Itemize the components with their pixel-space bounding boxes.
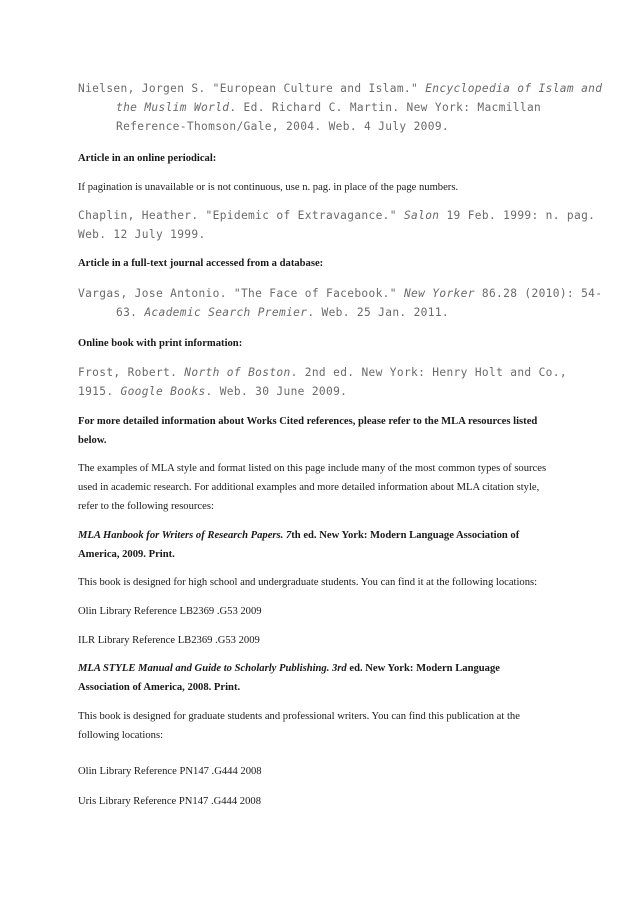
- heading-online-book: Online book with print information:: [78, 338, 243, 349]
- paragraph-line: The examples of MLA style and format listed on this page include many of the most common types of sources: [78, 463, 547, 474]
- citation-text: Frost, Robert.: [78, 366, 185, 379]
- citation-title: Salon: [403, 209, 440, 222]
- citation-text: 86.28 (2010): 54-: [474, 287, 603, 300]
- heading-online-periodical: Article in an online periodical:: [78, 153, 217, 164]
- citation-line: Web. 12 July 1999.: [78, 228, 206, 241]
- citation-text: . 2nd ed. New York: Henry Holt and Co.,: [290, 366, 567, 379]
- citation-title: the Muslim World: [116, 101, 230, 114]
- resource-line: [78, 659, 568, 678]
- resource-text: th ed. New York: Modern Language Association of: [291, 530, 520, 541]
- resource-line: [78, 526, 568, 545]
- citation-text: 63.: [116, 306, 145, 319]
- citation-line: [78, 206, 596, 225]
- citation-text: Chaplin, Heather. "Epidemic of Extravagance.": [78, 209, 404, 222]
- handbook-description: This book is designed for high school and undergraduate students. You can find it at the following locations:: [78, 577, 538, 588]
- citation-line: [78, 79, 603, 98]
- citation-line: [78, 284, 603, 303]
- heading-fulltext-database: Article in a full-text journal accessed from a database:: [78, 258, 324, 269]
- citation-title: Google Books: [120, 385, 206, 398]
- note-pagination: If pagination is unavailable or is not continuous, use n. pag. in place of the page numbers.: [78, 182, 459, 193]
- resource-mla-handbook: [78, 526, 568, 564]
- handbook-location-olin: Olin Library Reference LB2369 .G53 2009: [78, 606, 262, 617]
- citation-text: 19 Feb. 1999: n. pag.: [439, 209, 596, 222]
- citation-nielsen: [78, 79, 603, 136]
- resource-text: ed. New York: Modern Language: [346, 663, 500, 674]
- citation-title: New Yorker: [403, 287, 475, 300]
- paragraph-line: This book is designed for graduate students and professional writers. You can find this publication at the: [78, 711, 520, 722]
- paragraph-line: used in academic research. For additional examples and more detailed information about MLA citation style,: [78, 482, 540, 493]
- citation-line: [78, 363, 578, 382]
- more-info-paragraph: [78, 412, 568, 450]
- citation-line: [78, 98, 578, 117]
- resource-title: MLA STYLE Manual and Guide to Scholarly Publishing. 3rd: [78, 663, 347, 674]
- citation-chaplin: [78, 206, 596, 244]
- examples-paragraph: [78, 459, 568, 516]
- citation-title: Encyclopedia of Islam and: [425, 82, 603, 95]
- resource-title: MLA Hanbook for Writers of Research Papers. 7: [78, 530, 292, 541]
- citation-title: North of Boston: [184, 366, 291, 379]
- citation-line: Reference-Thomson/Gale, 2004. Web. 4 July 2009.: [116, 120, 450, 133]
- citation-text: Vargas, Jose Antonio. "The Face of Facebook.": [78, 287, 404, 300]
- paragraph-line: refer to the following resources:: [78, 501, 214, 512]
- citation-line: [78, 382, 578, 401]
- resource-mla-style-manual: [78, 659, 568, 697]
- citation-text: . Web. 25 Jan. 2011.: [307, 306, 450, 319]
- citation-text: Nielsen, Jorgen S. "European Culture and Islam.": [78, 82, 426, 95]
- style-manual-location-uris: Uris Library Reference PN147 .G444 2008: [78, 796, 261, 807]
- citation-title: Academic Search Premier: [144, 306, 308, 319]
- style-manual-location-olin: Olin Library Reference PN147 .G444 2008: [78, 766, 262, 777]
- citation-vargas: [78, 284, 603, 322]
- paragraph-line: For more detailed information about Works Cited references, please refer to the MLA resources listed: [78, 416, 538, 427]
- style-manual-description: [78, 707, 568, 745]
- paragraph-line: following locations:: [78, 730, 164, 741]
- handbook-location-ilr: ILR Library Reference LB2369 .G53 2009: [78, 635, 260, 646]
- citation-text: 1915.: [78, 385, 121, 398]
- resource-line: America, 2009. Print.: [78, 549, 175, 560]
- citation-frost: [78, 363, 578, 401]
- paragraph-line: below.: [78, 435, 107, 446]
- citation-text: . Web. 30 June 2009.: [205, 385, 348, 398]
- resource-line: Association of America, 2008. Print.: [78, 682, 241, 693]
- citation-line: [78, 303, 578, 322]
- citation-text: . Ed. Richard C. Martin. New York: Macmillan: [229, 101, 542, 114]
